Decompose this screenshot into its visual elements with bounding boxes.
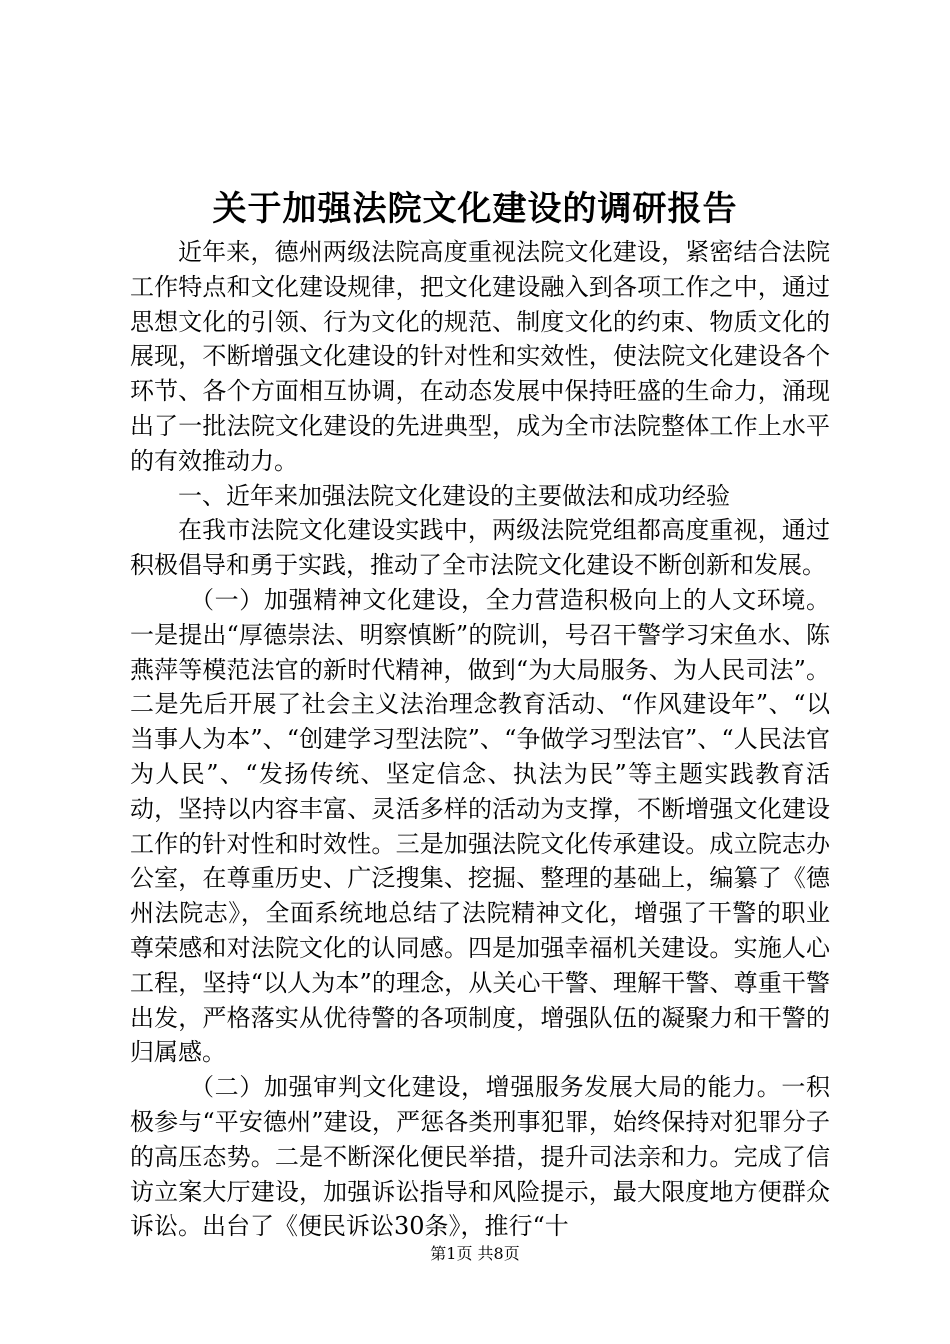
paragraph-intro: 近年来，德州两级法院高度重视法院文化建设，紧密结合法院工作特点和文化建设规律，把文化建设融入到各项工作之中，通过思想文化的引领、行为文化的规范、制度文化的约束、物质文化的展现，不断增强文化建设的针对性和实效性，使法院文化建设各个环节、各个方面相互协调，在动态发展中保持旺盛的生命力，涌现出了一批法院文化建设的先进典型，成为全市法院整体工作上水平的有效推动力。 xyxy=(130,238,830,475)
paragraph-trial-culture: （二）加强审判文化建设，增强服务发展大局的能力。一积极参与“平安德州”建设，严惩各类刑事犯罪，始终保持对犯罪分子的高压态势。二是不断深化便民举措，提升司法亲和力。完成了信访立案大厅建设，加强诉讼指导和风险提示，最大限度地方便群众诉讼。出台了《便民诉讼30条》，推行“十 xyxy=(130,1073,830,1241)
page-number-footer: 第1页 共8页 xyxy=(430,1244,520,1263)
document-title: 关于加强法院文化建设的调研报告 xyxy=(212,189,738,229)
paragraph-spiritual-culture: （一）加强精神文化建设，全力营造积极向上的人文环境。一是提出“厚德崇法、明察慎断”的院训，号召干警学习宋鱼水、陈燕萍等模范法官的新时代精神，做到“为大局服务、为人民司法”。二是先后开展了社会主义法治理念教育活动、“作风建设年”、“以当事人为本”、“创建学习型法院”、“争做学习型法官”、“人民法官为人民”、“发扬传统、坚定信念、执法为民”等主题实践教育活动，坚持以内容丰富、灵活多样的活动为支撑，不断增强文化建设工作的针对性和时效性。三是加强法院文化传承建设。成立院志办公室，在尊重历史、广泛搜集、挖掘、整理的基础上，编纂了《德州法院志》，全面系统地总结了法院精神文化，增强了干警的职业尊荣感和对法院文化的认同感。四是加强幸福机关建设。实施人心工程，坚持“以人为本”的理念，从关心干警、理解干警、尊重干警出发，严格落实从优待警的各项制度，增强队伍的凝聚力和干警的归属感。 xyxy=(130,585,830,1067)
paragraph-practice: 在我市法院文化建设实践中，两级法院党组都高度重视，通过积极倡导和勇于实践，推动了全市法院文化建设不断创新和发展。 xyxy=(130,516,830,580)
section-heading-1: 一、近年来加强法院文化建设的主要做法和成功经验 xyxy=(178,481,730,510)
document-body xyxy=(130,235,830,1244)
